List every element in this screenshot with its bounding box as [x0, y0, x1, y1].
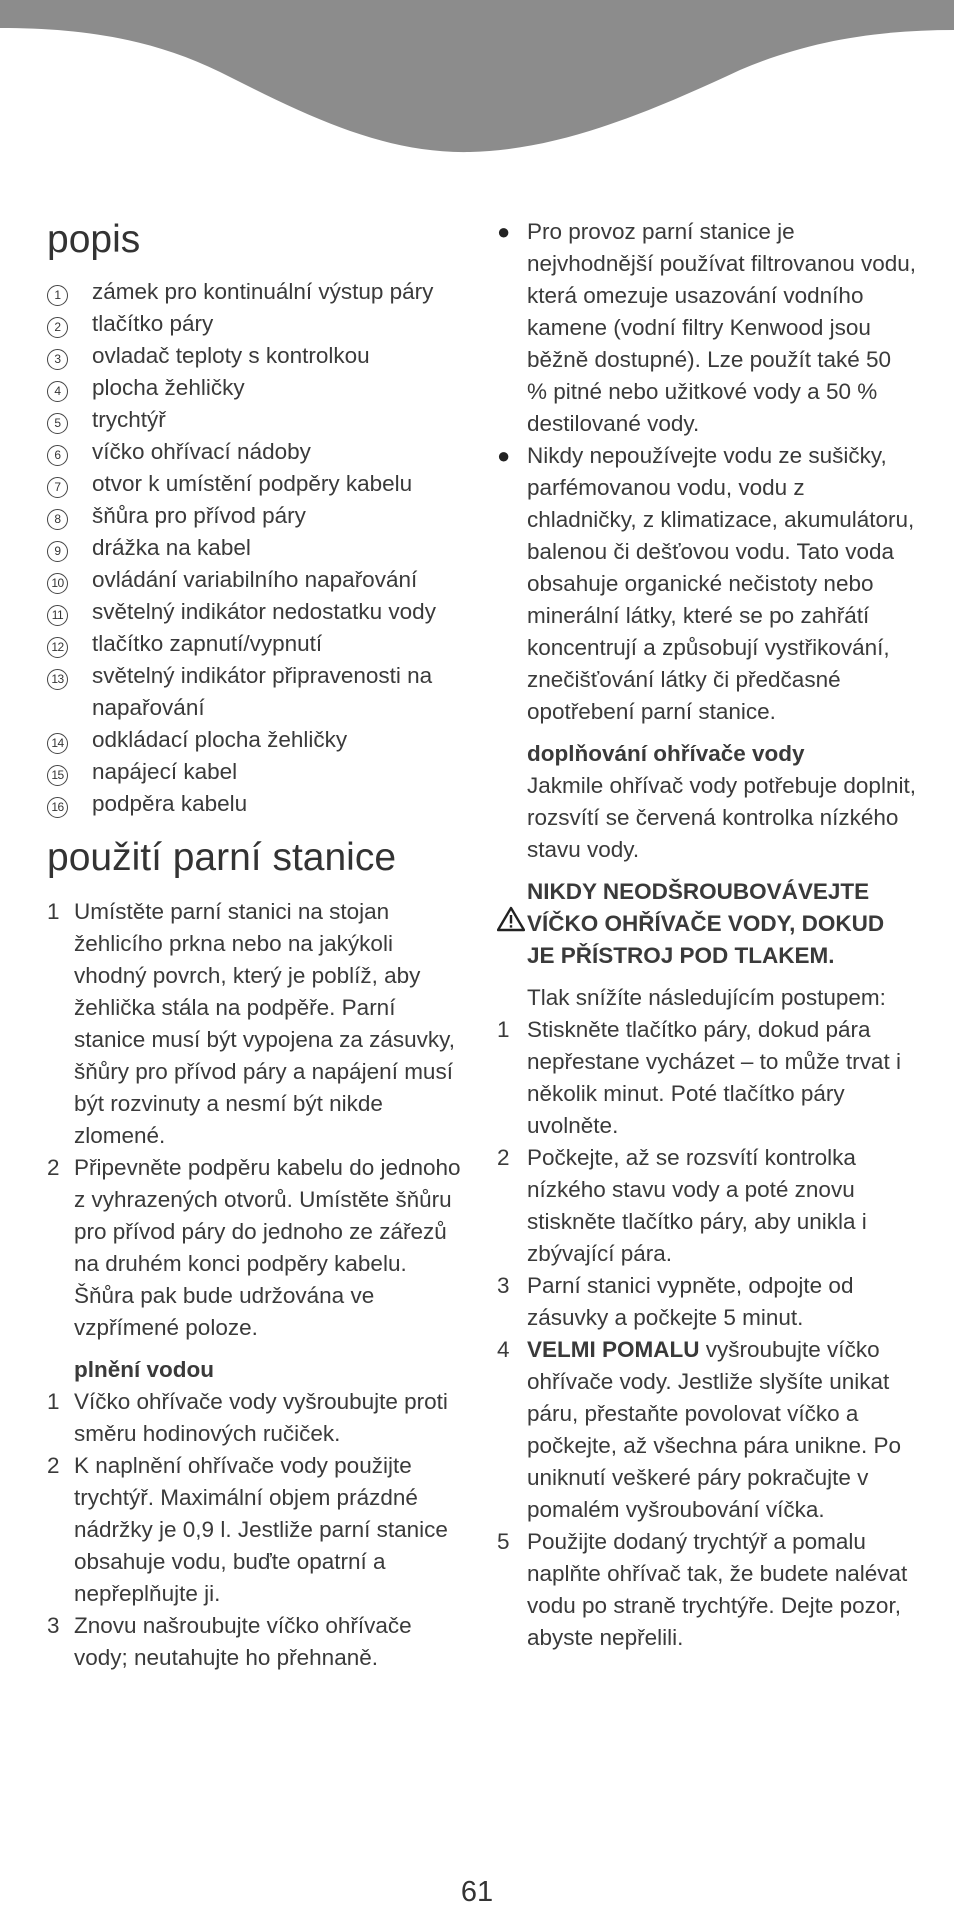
- part-number-circle: 13: [47, 669, 68, 690]
- bullet-dot-icon: ●: [497, 219, 511, 244]
- filling-heading: plnění vodou: [74, 1357, 214, 1382]
- part-label: tlačítko páry: [92, 311, 214, 336]
- filling-steps: [47, 1386, 467, 1674]
- step-number: 4: [497, 1337, 510, 1362]
- step-number: 2: [497, 1145, 510, 1170]
- filling-step: [47, 1386, 467, 1450]
- bullet-text: Pro provoz parní stanice je nejvhodnější používat filtrovanou vodu, která omezuje usazování vodního kamene (vodní filtry Kenwood jsou běžně dostupné). Lze použít také 50 % pitné nebo užitkové vody a 50 % destilované vody.: [527, 219, 917, 436]
- part-label: tlačítko zapnutí/vypnutí: [92, 631, 323, 656]
- part-number: [47, 756, 92, 788]
- part-label: světelný indikátor nedostatku vody: [92, 599, 436, 624]
- step-number: 3: [47, 1613, 60, 1638]
- step-number: 3: [497, 1273, 510, 1298]
- step-body-text: Použijte dodaný trychtýř a pomalu naplňte ohřívač tak, že budete nalévat vodu po straně trychtýře. Dejte pozor, abyste nepřelili.: [527, 1529, 908, 1650]
- step-text: Víčko ohřívače vody vyšroubujte proti směru hodinových ručiček.: [74, 1389, 448, 1446]
- warning-text: NIKDY NEODŠROUBOVÁVEJTE VÍČKO OHŘÍVAČE VODY, DOKUD JE PŘÍSTROJ POD TLAKEM.: [527, 879, 885, 968]
- usage-step: [47, 1152, 467, 1344]
- part-number: [47, 404, 92, 436]
- part-item: [47, 308, 467, 340]
- part-item: [47, 564, 467, 596]
- pressure-step: [497, 1526, 917, 1654]
- pressure-step: [497, 1270, 917, 1334]
- part-number: [47, 532, 92, 564]
- part-number: [47, 628, 92, 660]
- part-number: [47, 596, 92, 628]
- part-label: světelný indikátor připravenosti na napařování: [92, 663, 433, 720]
- step-body-text: vyšroubujte víčko ohřívače vody. Jestliže slyšíte unikat páru, přestaňte povolovat víčko a počkejte, až všechna pára unikne. Po uniknutí veškeré páry pokračujte v pomalém vyšroubování víčka.: [527, 1337, 901, 1522]
- part-number: [47, 276, 92, 308]
- part-number-circle: 15: [47, 765, 68, 786]
- part-item: [47, 788, 467, 820]
- part-number-circle: 3: [47, 349, 68, 370]
- part-number: [47, 340, 92, 372]
- part-number-circle: 16: [47, 797, 68, 818]
- part-number-circle: 8: [47, 509, 68, 530]
- filling-step: [47, 1450, 467, 1610]
- step-text: [527, 1334, 917, 1526]
- part-number-circle: 9: [47, 541, 68, 562]
- step-number: 1: [47, 899, 60, 924]
- part-number-circle: 2: [47, 317, 68, 338]
- step-text: Znovu našroubujte víčko ohřívače vody; neutahujte ho přehnaně.: [74, 1613, 412, 1670]
- part-item: [47, 756, 467, 788]
- part-number-circle: 7: [47, 477, 68, 498]
- filling-step: [47, 1610, 467, 1674]
- bullet-dot-icon: ●: [497, 443, 511, 468]
- part-item: [47, 500, 467, 532]
- part-label: trychtýř: [92, 407, 166, 432]
- part-number: [47, 468, 92, 500]
- step-text: [527, 1270, 917, 1334]
- page-number: 61: [460, 1876, 494, 1908]
- step-text: [527, 1014, 917, 1142]
- part-label: šňůra pro přívod páry: [92, 503, 306, 528]
- part-number-circle: 12: [47, 637, 68, 658]
- pressure-step: [497, 1334, 917, 1526]
- step-text: Připevněte podpěru kabelu do jednoho z vyhrazených otvorů. Umístěte šňůru pro přívod páry do jednoho ze zářezů na druhém konci podpěry kabelu. Šňůra pak bude udržována ve vzpřímené poloze.: [74, 1155, 461, 1340]
- part-number: [47, 788, 92, 820]
- section-title-usage: použití parní stanice: [47, 836, 397, 879]
- part-label: drážka na kabel: [92, 535, 251, 560]
- step-text: K naplnění ohřívače vody použijte trychtýř. Maximální objem prázdné nádržky je 0,9 l. Jestliže parní stanice obsahuje vodu, buďte opatrní a nepřeplňujte ji.: [74, 1453, 448, 1606]
- part-item: [47, 340, 467, 372]
- part-item: [47, 660, 467, 724]
- step-number: 1: [47, 1389, 60, 1414]
- part-number-circle: 1: [47, 285, 68, 306]
- step-number: 2: [47, 1155, 60, 1180]
- part-label: odkládací plocha žehličky: [92, 727, 348, 752]
- part-item: [47, 372, 467, 404]
- parts-list: [47, 276, 467, 820]
- section-title-popis: popis: [47, 218, 141, 261]
- part-number-circle: 5: [47, 413, 68, 434]
- part-number-circle: 14: [47, 733, 68, 754]
- bullet-item: [497, 216, 917, 440]
- right-column: [497, 216, 917, 1654]
- part-label: ovladač teploty s kontrolkou: [92, 343, 370, 368]
- part-label: ovládání variabilního napařování: [92, 567, 418, 592]
- warning-icon: [497, 876, 527, 972]
- part-item: [47, 404, 467, 436]
- part-label: podpěra kabelu: [92, 791, 248, 816]
- left-column: [47, 216, 467, 1674]
- bullet-text: Nikdy nepoužívejte vodu ze sušičky, parfémovanou vodu, vodu z chladničky, z klimatizace, akumulátoru, balenou či dešťovou vodu. Tato voda obsahuje organické nečistoty nebo minerální látky, které se po zahřátí koncentrují a způsobují vystřikování, znečišťování látky či předčasné opotřebení parní stanice.: [527, 443, 915, 724]
- usage-step: [47, 896, 467, 1152]
- part-label: zámek pro kontinuální výstup páry: [92, 279, 434, 304]
- bullet-list: [497, 216, 917, 728]
- step-number: 5: [497, 1529, 510, 1554]
- part-number: [47, 724, 92, 756]
- usage-steps: [47, 896, 467, 1344]
- pressure-intro: Tlak snížíte následujícím postupem:: [527, 985, 886, 1010]
- step-text: Umístěte parní stanici na stojan žehlicího prkna nebo na jakýkoli vhodný povrch, který je poblíž, aby žehlička stála na podpěře. Parní stanice musí být vypojena za zásuvky, šňůry pro přívod páry a napájení musí být rozvinuty a nesmí být nikde zlomené.: [74, 899, 456, 1148]
- part-item: [47, 468, 467, 500]
- step-body-text: Parní stanici vypněte, odpojte od zásuvky a počkejte 5 minut.: [527, 1273, 854, 1330]
- part-label: napájecí kabel: [92, 759, 238, 784]
- part-number-circle: 4: [47, 381, 68, 402]
- part-label: otvor k umístění podpěry kabelu: [92, 471, 413, 496]
- step-body-text: Stiskněte tlačítko páry, dokud pára nepřestane vycházet – to může trvat i několik minut. Poté tlačítko páry uvolněte.: [527, 1017, 901, 1138]
- part-number: [47, 436, 92, 468]
- step-number: 2: [47, 1453, 60, 1478]
- step-body-text: Počkejte, až se rozsvítí kontrolka nízkého stavu vody a poté znovu stiskněte tlačítko páry, aby unikla i zbývající pára.: [527, 1145, 867, 1266]
- part-number: [47, 308, 92, 340]
- step-bold-text: VELMI POMALU: [527, 1337, 700, 1362]
- refill-text: Jakmile ohřívač vody potřebuje doplnit, rozsvítí se červená kontrolka nízkého stavu vody.: [527, 773, 916, 862]
- part-item: [47, 724, 467, 756]
- part-label: víčko ohřívací nádoby: [92, 439, 311, 464]
- part-item: [47, 436, 467, 468]
- part-label: plocha žehličky: [92, 375, 245, 400]
- step-number: 1: [497, 1017, 510, 1042]
- part-item: [47, 276, 467, 308]
- step-text: [527, 1526, 917, 1654]
- part-number-circle: 11: [47, 605, 68, 626]
- pressure-step: [497, 1142, 917, 1270]
- part-item: [47, 532, 467, 564]
- part-number: [47, 500, 92, 532]
- part-number-circle: 6: [47, 445, 68, 466]
- pressure-step: [497, 1014, 917, 1142]
- step-text: [527, 1142, 917, 1270]
- bullet-item: [497, 440, 917, 728]
- part-number: [47, 660, 92, 724]
- part-number: [47, 372, 92, 404]
- part-item: [47, 628, 467, 660]
- part-number: [47, 564, 92, 596]
- part-number-circle: 10: [47, 573, 68, 594]
- part-item: [47, 596, 467, 628]
- warning-block: [497, 876, 917, 972]
- pressure-steps: [497, 1014, 917, 1654]
- refill-heading: doplňování ohřívače vody: [527, 741, 805, 766]
- header-banner: [0, 0, 954, 160]
